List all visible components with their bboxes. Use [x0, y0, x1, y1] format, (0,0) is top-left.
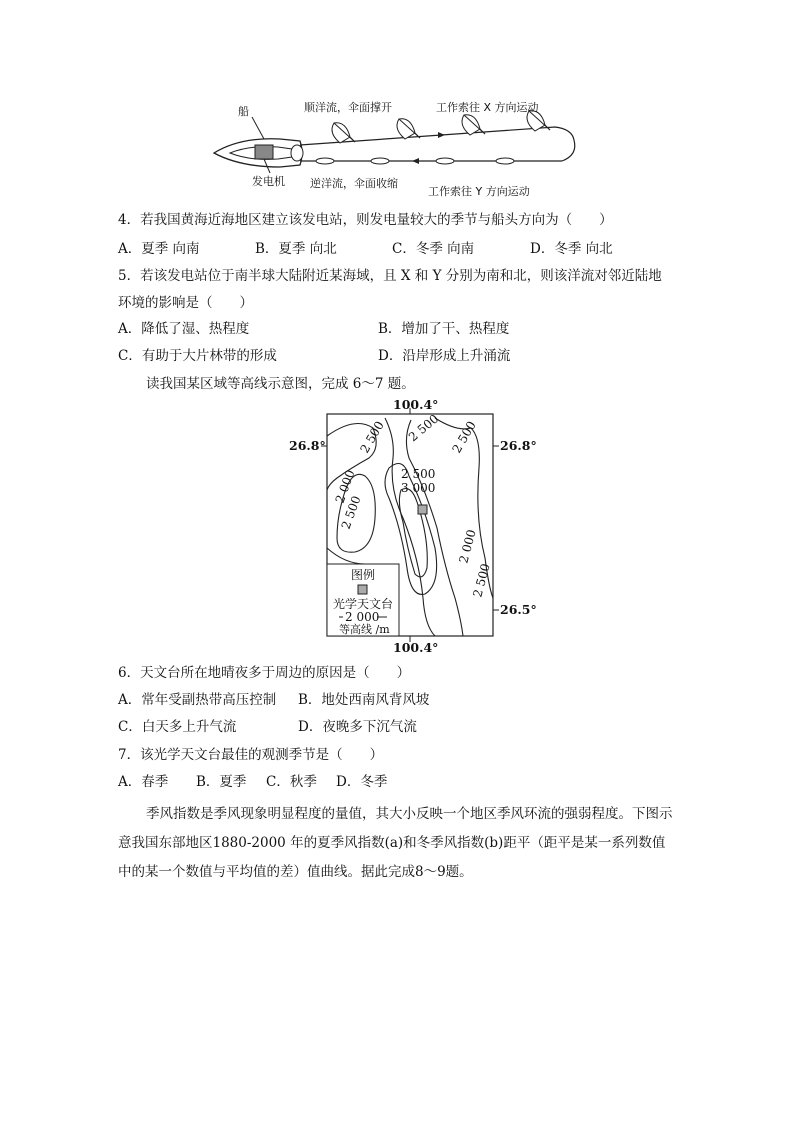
question-6: 6．天文台所在地晴夜多于周边的原因是（ ）	[118, 665, 411, 681]
contour-map	[285, 398, 545, 656]
intro-8-9-text: 季风指数是季风现象明显程度的量值，其大小反映一个地区季风环流的强弱程度。下图示意我国东部地区1880-2000 年的夏季风指数(a)和冬季风指数(b)距平（距平是某一系列数值中的某一个数值与平均值的差）值曲线。据此完成8～9题。	[118, 806, 673, 880]
q7-option-b: B．夏季	[196, 774, 247, 790]
lon-bottom-label: 100.4°	[393, 640, 439, 655]
q7-option-d: D．冬季	[336, 774, 388, 790]
closed-parachute-icon	[371, 158, 389, 164]
arrow-right-icon	[438, 132, 445, 138]
q4-option-d: D．冬季 向北	[530, 241, 613, 257]
open-parachute-icon	[332, 123, 355, 143]
arrow-left-icon	[412, 158, 419, 164]
legend-observatory-icon	[358, 585, 367, 594]
q4-option-c: C．冬季 向南	[392, 241, 475, 257]
q7-option-a: A．春季	[118, 774, 169, 790]
legend-title: 图例	[351, 568, 376, 582]
legend-contour-value: 2 000	[345, 610, 380, 624]
q4-option-b: B．夏季 向北	[255, 241, 337, 257]
top-direction-label: 工作索往 X 方向运动	[436, 101, 539, 114]
intro-6-7: 读我国某区域等高线示意图，完成 6～7 题。	[146, 376, 415, 392]
generator-label: 发电机	[252, 175, 285, 188]
q5-option-c: C．有助于大片林带的形成	[118, 348, 277, 364]
lat-right-bottom-label: 26.5°	[500, 602, 537, 617]
generator-icon	[255, 145, 273, 159]
contour-label: 2 500	[470, 561, 493, 599]
closed-parachute-icon	[436, 158, 454, 164]
closed-parachute-icon	[316, 158, 334, 164]
open-parachute-icon	[397, 119, 420, 139]
lat-right-top-label: 26.8°	[500, 438, 537, 453]
contour-label: 2 500	[357, 418, 387, 456]
pulley-icon	[291, 145, 303, 161]
bottom-direction-label: 工作索往 Y 方向运动	[428, 185, 530, 198]
lat-left-top-label: 26.8°	[289, 438, 326, 453]
observatory-marker-icon	[418, 505, 427, 514]
q4-option-a: A．夏季 向南	[118, 241, 200, 257]
q6-option-d: D．夜晚多下沉气流	[298, 719, 417, 735]
q6-option-c: C．白天多上升气流	[118, 719, 237, 735]
contour-label: 3 000	[401, 481, 436, 495]
q6-option-a: A．常年受副热带高压控制	[118, 692, 277, 708]
contour-label: 2 500	[449, 418, 479, 456]
contour-label: 2 000	[332, 467, 358, 506]
intro-8-9	[118, 800, 678, 887]
bottom-current-label: 逆洋流，伞面收缩	[310, 177, 398, 190]
question-5-line1: 5．若该发电站位于南半球大陆附近某海域，且 X 和 Y 分别为南和北，则该洋流对邻近陆地	[118, 268, 662, 284]
q5-option-b: B．增加了干、热程度	[378, 321, 510, 337]
contour-label: 2 500	[338, 493, 364, 532]
contour-label: 2 000	[456, 527, 479, 565]
q5-option-a: A．降低了湿、热程度	[118, 321, 250, 337]
legend-observatory-label: 光学天文台	[333, 597, 394, 611]
q7-option-c: C．秋季	[266, 774, 317, 790]
q5-option-d: D．沿岸形成上升涌流	[378, 348, 511, 364]
question-7: 7．该光学天文台最佳的观测季节是（ ）	[118, 747, 384, 763]
top-current-label: 顺洋流，伞面撑开	[304, 101, 392, 114]
q6-option-b: B．地处西南风背风坡	[298, 692, 430, 708]
ocean-current-generator-diagram	[200, 95, 600, 205]
contour-label: 2 500	[401, 467, 436, 481]
legend-contour-label: 等高线 /m	[339, 623, 390, 636]
ship-label: 船	[238, 105, 249, 118]
question-4: 4．若我国黄海近海地区建立该发电站，则发电量较大的季节与船头方向为（ ）	[118, 212, 613, 228]
contour-label: 2 500	[405, 411, 442, 445]
closed-parachute-icon	[496, 158, 514, 164]
cable-loop	[562, 140, 575, 161]
question-5-line2: 环境的影响是（ ）	[118, 295, 253, 311]
lon-top-label: 100.4°	[393, 398, 439, 412]
